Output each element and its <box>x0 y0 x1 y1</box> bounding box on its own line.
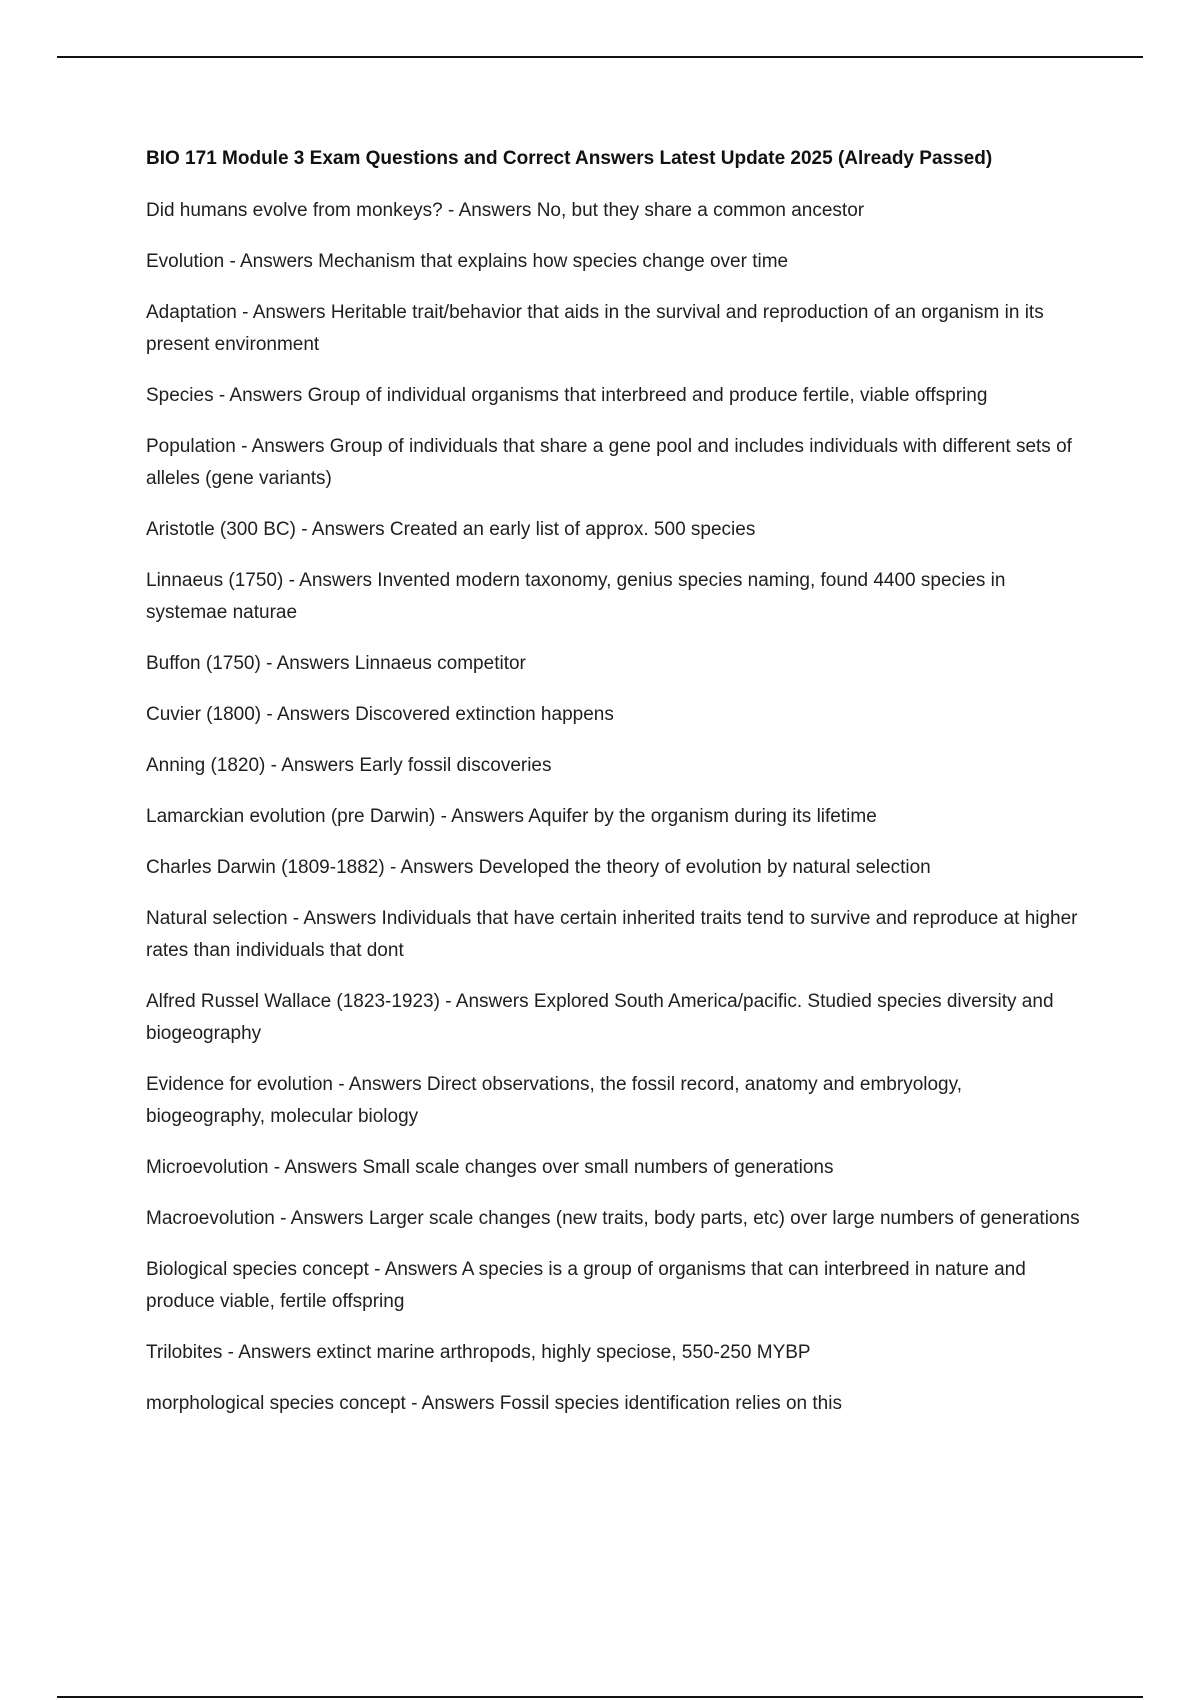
qa-item-adaptation: Adaptation - Answers Heritable trait/behavior that aids in the survival and reproduction of an organism in its present environment <box>146 302 1044 355</box>
document-title: BIO 171 Module 3 Exam Questions and Correct Answers Latest Update 2025 (Already Passed) <box>146 148 993 169</box>
qa-item-biological-species-concept: Biological species concept - Answers A species is a group of organisms that can interbreed in nature and produce viable, fertile offspring <box>146 1259 1026 1312</box>
qa-item-macroevolution: Macroevolution - Answers Larger scale changes (new traits, body parts, etc) over large numbers of generations <box>146 1208 1080 1229</box>
qa-item-evidence-for-evolution: Evidence for evolution - Answers Direct observations, the fossil record, anatomy and embryology, biogeography, molecular biology <box>146 1074 962 1127</box>
qa-item-trilobites: Trilobites - Answers extinct marine arthropods, highly speciose, 550-250 MYBP <box>146 1342 811 1363</box>
qa-item-microevolution: Microevolution - Answers Small scale changes over small numbers of generations <box>146 1157 834 1178</box>
qa-item-linnaeus: Linnaeus (1750) - Answers Invented modern taxonomy, genius species naming, found 4400 species in systemae naturae <box>146 570 1006 623</box>
qa-item-buffon: Buffon (1750) - Answers Linnaeus competitor <box>146 653 526 674</box>
document-body <box>146 144 1086 1439</box>
qa-item-charles-darwin: Charles Darwin (1809-1882) - Answers Developed the theory of evolution by natural selection <box>146 857 931 878</box>
qa-item-species: Species - Answers Group of individual organisms that interbreed and produce fertile, viable offspring <box>146 385 988 406</box>
qa-item-lamarckian-evolution: Lamarckian evolution (pre Darwin) - Answers Aquifer by the organism during its lifetime <box>146 806 877 827</box>
qa-item-humans-monkeys: Did humans evolve from monkeys? - Answers No, but they share a common ancestor <box>146 200 865 221</box>
qa-item-aristotle: Aristotle (300 BC) - Answers Created an early list of approx. 500 species <box>146 519 756 540</box>
qa-list <box>146 195 1086 1420</box>
header-divider <box>57 56 1143 58</box>
qa-item-alfred-russel-wallace: Alfred Russel Wallace (1823-1923) - Answers Explored South America/pacific. Studied species diversity and biogeography <box>146 991 1054 1044</box>
qa-item-morphological-species-concept: morphological species concept - Answers Fossil species identification relies on this <box>146 1393 842 1414</box>
qa-item-cuvier: Cuvier (1800) - Answers Discovered extinction happens <box>146 704 614 725</box>
qa-item-anning: Anning (1820) - Answers Early fossil discoveries <box>146 755 552 776</box>
footer-divider <box>57 1696 1143 1698</box>
qa-item-natural-selection: Natural selection - Answers Individuals that have certain inherited traits tend to survive and reproduce at higher rates than individuals that dont <box>146 908 1078 961</box>
qa-item-population: Population - Answers Group of individuals that share a gene pool and includes individuals with different sets of alleles (gene variants) <box>146 436 1072 489</box>
qa-item-evolution: Evolution - Answers Mechanism that explains how species change over time <box>146 251 789 272</box>
